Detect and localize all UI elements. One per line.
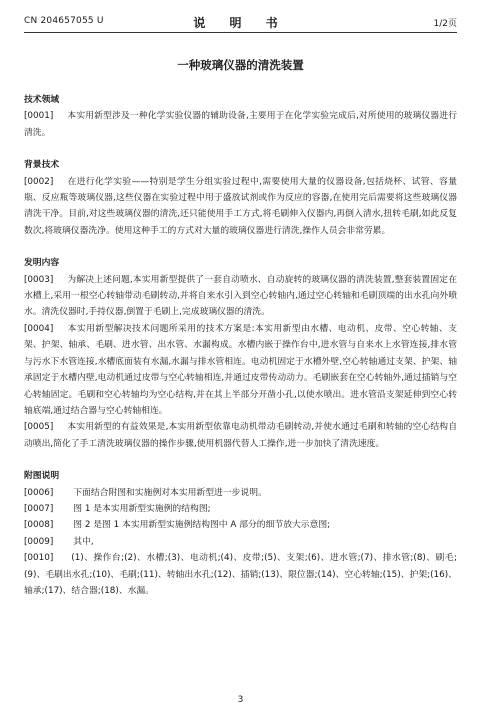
paragraph-number: [0001] [24,111,54,122]
header-rule [24,32,457,33]
paragraph-number: [0004] [24,323,54,334]
document-title: 一种玻璃仪器的清洗装置 [177,58,304,72]
section-heading: 发明内容 [24,258,60,269]
paragraph-number: [0005] [24,422,54,433]
section-heading: 技术领域 [24,95,60,105]
paragraph [24,419,457,452]
section-heading: 附图说明 [24,471,60,482]
patent-number: CN 204657055 U [24,16,104,26]
paragraph-text: 本实用新型解决技术问题所采用的技术方案是:本实用新型由水槽、电动机、皮带、空心转轴、支架、护架、轴承、毛刷、进水管、出水管、水漏构成。水槽内嵌于操作台中,进水管与自来水上水管连接,排水管与污水下水管连接,水槽底面装有水漏,水漏与排水管相连。电动机固定于水槽外壁,空心转轴通过支架、护架、轴承固定于水槽内壁,电动机通过皮带与空心转轴相连,并通过皮带传动动力。毛刷嵌套在空心转轴外,通过插销与空心转轴固定。毛刷和空心转轴均为空心结构,并在其上半部分开凿小孔,以使水喷出。进水管沿支架延伸到空心转轴底端,通过结合器与空心转轴相连。 [24,323,457,416]
paragraph-text: 下面结合附图和实施例对本实用新型进一步说明。 [73,487,267,498]
paragraph [24,174,457,240]
paragraph-text: 图 2 是图 1 本实用新型实施例结构图中 A 部分的细节放大示意图; [73,520,331,531]
paragraph [24,272,457,321]
document-body [24,92,457,599]
paragraph-number: [0006] [24,487,54,498]
paragraph-text: 在进行化学实验——特别是学生分组实验过程中,需要使用大量的仪器设备,包括烧杯、试管、容量瓶、反应瓶等玻璃仪器,这些仪器在实验过程中用于盛放试剂或作为反应的容器,在使用完后需要将这些玻璃仪器清洗干净。目前,对这些玻璃仪器的清洗,还只能使用手工方式,将毛刷伸入仪器内,再倒入清水,扭转毛刷,如此反复数次,将玻璃仪器洗净。使用这种手工的方式对大量的玻璃仪器进行清洗,操作人员会非常劳累。 [24,176,457,236]
header-title: 说 明 书 [193,16,288,30]
paragraph-number: [0007] [24,503,54,514]
paragraph-text: (1)、操作台;(2)、水槽;(3)、电动机;(4)、皮带;(5)、支架;(6)、进水管;(7)、排水管;(8)、刷毛;(9)、毛刷出水孔;(10)、毛刷;(11)、转轴出水孔;(12)、插销;(13)、限位器;(14)、空心转轴;(15)、护架;(16)、轴承;(17)、结合器;(18)、水漏。 [24,553,457,596]
paragraph-text: 为解决上述问题,本实用新型提供了一套自动喷水、自动旋转的玻璃仪器的清洗装置,整套装置固定在水槽上,采用一根空心转轴带动毛刷转动,并将自来水引入到空心转轴内,通过空心转轴和毛刷顶端的出水孔向外喷水。清洗仪器时,手持仪器,倒置于毛刷上,完成玻璃仪器的清洗。 [24,274,457,318]
page-header [24,12,457,32]
paragraph-number: [0010] [24,553,54,564]
paragraph [24,321,457,419]
paragraph-text: 本实用新型的有益效果是,本实用新型依靠电动机带动毛刷转动,并使水通过毛刷和转轴的空心结构自动喷出,简化了手工清洗玻璃仪器的操作步骤,使用机器代替人工操作,进一步加快了清洗速度。 [24,422,457,449]
paragraph-text: 本实用新型涉及一种化学实验仪器的辅助设备,主要用于在化学实验完成后,对所使用的玻璃仪器进行清洗。 [24,111,457,138]
page-number: 3 [237,695,244,705]
paragraph [24,517,457,533]
paragraph [24,108,457,141]
paragraph-text: 其中, [73,536,94,547]
paragraph-number: [0002] [24,176,54,187]
paragraph [24,534,457,550]
page-indicator: 1/2页 [433,19,457,29]
paragraph [24,485,457,501]
paragraph-number: [0009] [24,536,54,547]
section-heading: 背景技术 [24,160,60,171]
paragraph-text: 图 1 是本实用新型实施例的结构图; [73,503,211,514]
paragraph [24,501,457,517]
paragraph-number: [0008] [24,520,54,531]
paragraph [24,550,457,599]
paragraph-number: [0003] [24,274,54,285]
